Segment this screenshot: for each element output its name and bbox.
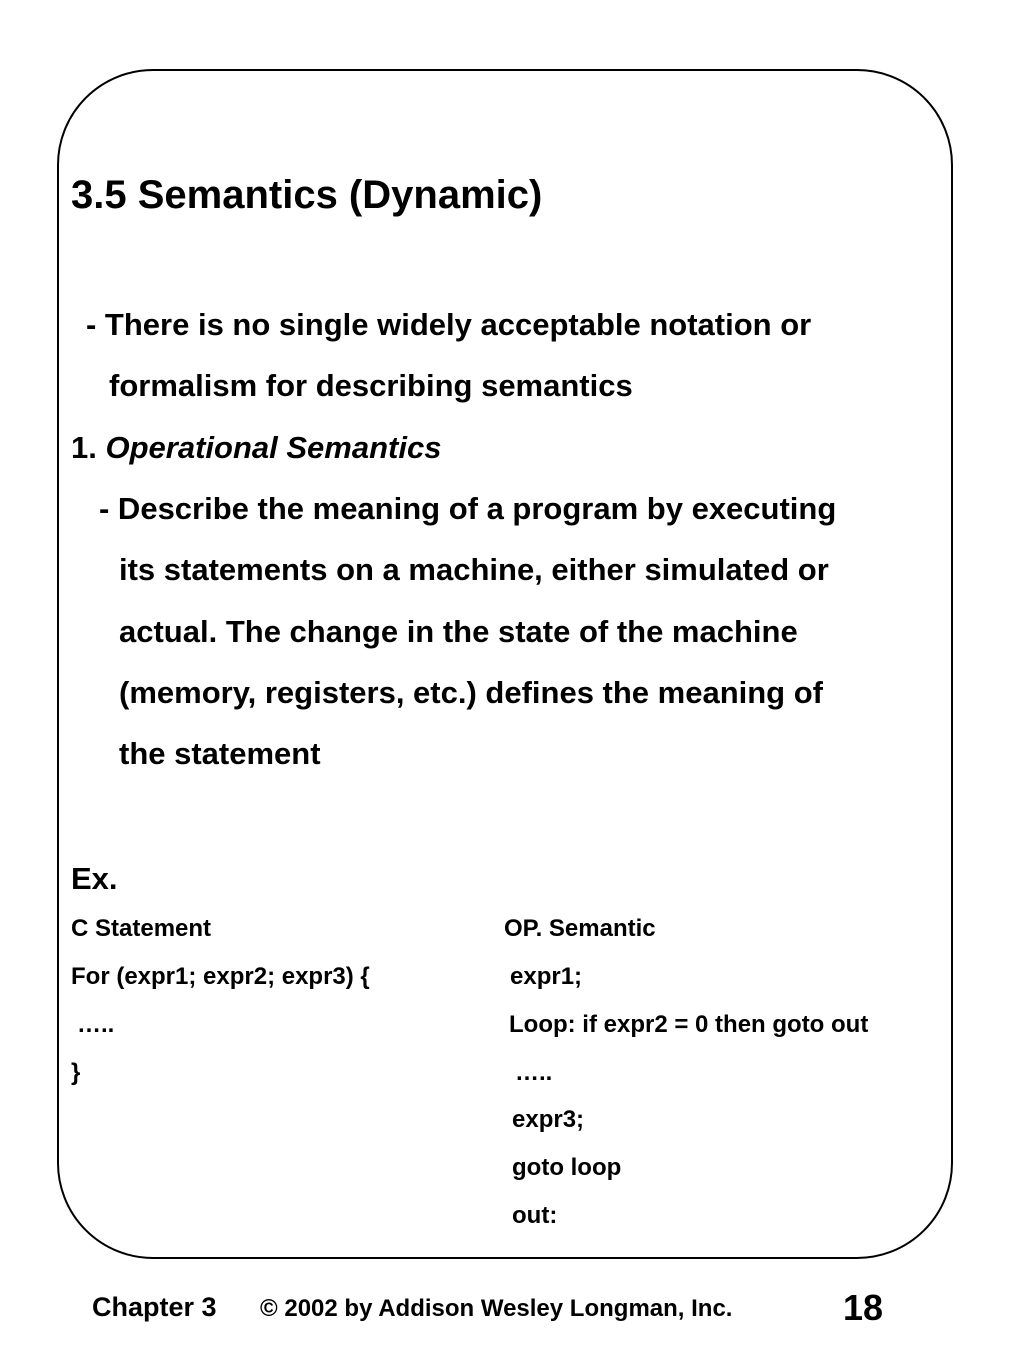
op-line-5: goto loop	[512, 1154, 622, 1181]
op-line-1: expr1;	[510, 963, 583, 990]
op-line-4: expr3;	[512, 1106, 585, 1133]
item1-title	[71, 428, 441, 468]
item1-line-1: - Describe the meaning of a program by executing	[99, 491, 837, 526]
c-code-line-2: …..	[77, 1011, 115, 1038]
intro-line-1: - There is no single widely acceptable notation or	[86, 307, 812, 342]
example-label: Ex.	[71, 861, 118, 896]
intro-line-2: formalism for describing semantics	[109, 368, 633, 403]
op-semantic-header: OP. Semantic	[504, 915, 656, 942]
footer-copyright: © 2002 by Addison Wesley Longman, Inc.	[260, 1295, 733, 1322]
footer-chapter: Chapter 3	[92, 1292, 217, 1322]
item1-heading: Operational Semantics	[105, 430, 442, 465]
op-line-6: out:	[512, 1202, 558, 1229]
op-line-2: Loop: if expr2 = 0 then goto out	[509, 1011, 869, 1038]
op-line-3: …..	[515, 1059, 553, 1086]
c-code-line-1: For (expr1; expr2; expr3) {	[71, 963, 370, 990]
c-statement-header: C Statement	[71, 915, 212, 942]
slide-frame	[57, 69, 953, 1259]
item1-line-4: (memory, registers, etc.) defines the meaning of	[119, 675, 823, 710]
item1-line-3: actual. The change in the state of the machine	[119, 614, 798, 649]
item1-line-5: the statement	[119, 736, 321, 771]
item1-line-2: its statements on a machine, either simulated or	[119, 552, 829, 587]
page-number: 18	[843, 1287, 884, 1328]
c-code-line-3: }	[71, 1059, 81, 1086]
slide-title: 3.5 Semantics (Dynamic)	[71, 173, 543, 217]
item1-number: 1.	[71, 430, 97, 465]
